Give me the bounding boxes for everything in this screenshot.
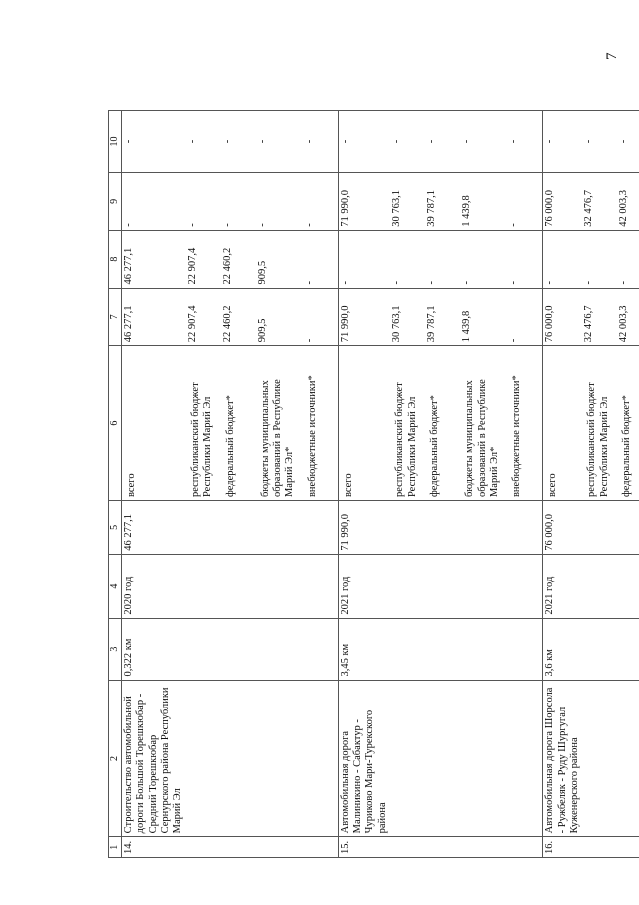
construction-period: 2021 год (338, 554, 390, 618)
funding-source: всего (121, 346, 185, 501)
road-length: 3,45 км (338, 618, 390, 680)
amount-2022: - (121, 111, 185, 173)
object-name: Строительство автомобильной дороги Большой Торешкюбар - Средний Торешкюбар Сернурского района Республики Марий Эл (121, 680, 185, 837)
amount-2020: 22 907,4 (186, 230, 221, 288)
empty-cell (507, 680, 543, 837)
empty-cell (390, 680, 425, 837)
empty-cell (221, 618, 256, 680)
empty-cell (507, 837, 543, 858)
column-header: 6 (109, 346, 122, 501)
construction-period: 2020 год (121, 554, 185, 618)
column-header: 1 (109, 837, 122, 858)
table-row (425, 111, 460, 858)
amount-2021: - (121, 173, 185, 231)
table-row (543, 111, 583, 858)
total-amount: 39 787,1 (425, 288, 460, 346)
estimated-cost: 46 277,1 (121, 501, 185, 555)
empty-cell (617, 501, 639, 555)
amount-2020: 46 277,1 (121, 230, 185, 288)
amount-2022: - (256, 111, 303, 173)
table-row (221, 111, 256, 858)
column-number-row (109, 111, 122, 858)
amount-2020: - (425, 230, 460, 288)
amount-2022: - (582, 111, 617, 173)
rotated-table-sheet (108, 110, 633, 858)
amount-2020: - (617, 230, 639, 288)
estimated-cost: 71 990,0 (338, 501, 390, 555)
empty-cell (582, 501, 617, 555)
empty-cell (582, 618, 617, 680)
total-amount: 30 763,1 (390, 288, 425, 346)
empty-cell (425, 501, 460, 555)
empty-cell (256, 618, 303, 680)
road-length: 0,322 км (121, 618, 185, 680)
empty-cell (390, 501, 425, 555)
total-amount: 46 277,1 (121, 288, 185, 346)
total-amount: 22 907,4 (186, 288, 221, 346)
empty-cell (507, 618, 543, 680)
empty-cell (186, 618, 221, 680)
empty-cell (221, 501, 256, 555)
table-row (390, 111, 425, 858)
amount-2020: 909,5 (256, 230, 303, 288)
empty-cell (617, 618, 639, 680)
funding-source: внебюджетные источники* (303, 346, 339, 501)
amount-2021: 71 990,0 (338, 173, 390, 231)
column-header: 8 (109, 230, 122, 288)
amount-2021: 76 000,0 (543, 173, 583, 231)
funding-source: всего (338, 346, 390, 501)
projects-table (108, 110, 639, 858)
table-row (186, 111, 221, 858)
page-number: 7 (604, 52, 620, 60)
amount-2021: 1 439,8 (460, 173, 507, 231)
empty-cell (425, 680, 460, 837)
amount-2022: - (460, 111, 507, 173)
amount-2022: - (617, 111, 639, 173)
column-header: 4 (109, 554, 122, 618)
empty-cell (425, 554, 460, 618)
table-row (121, 111, 185, 858)
empty-cell (507, 554, 543, 618)
road-length: 3,6 км (543, 618, 583, 680)
amount-2020: - (303, 230, 339, 288)
amount-2022: - (543, 111, 583, 173)
amount-2020: - (543, 230, 583, 288)
amount-2022: - (390, 111, 425, 173)
empty-cell (256, 554, 303, 618)
empty-cell (460, 554, 507, 618)
empty-cell (390, 837, 425, 858)
empty-cell (256, 680, 303, 837)
amount-2021: 39 787,1 (425, 173, 460, 231)
empty-cell (425, 837, 460, 858)
funding-source: республиканский бюджет Республики Марий Эл (582, 346, 617, 501)
empty-cell (186, 837, 221, 858)
row-number: 15. (338, 837, 390, 858)
empty-cell (582, 680, 617, 837)
total-amount: 42 003,3 (617, 288, 639, 346)
total-amount: 76 000,0 (543, 288, 583, 346)
column-header: 5 (109, 501, 122, 555)
amount-2020: - (582, 230, 617, 288)
funding-source: бюджеты муниципальных образований в Республике Марий Эл* (256, 346, 303, 501)
amount-2020: - (338, 230, 390, 288)
table-row (617, 111, 639, 858)
amount-2022: - (425, 111, 460, 173)
funding-source: республиканский бюджет Республики Марий Эл (390, 346, 425, 501)
amount-2022: - (338, 111, 390, 173)
estimated-cost: 76 000,0 (543, 501, 583, 555)
funding-source: внебюджетные источники* (507, 346, 543, 501)
empty-cell (186, 554, 221, 618)
column-header: 2 (109, 680, 122, 837)
empty-cell (303, 837, 339, 858)
amount-2022: - (186, 111, 221, 173)
empty-cell (390, 554, 425, 618)
empty-cell (303, 501, 339, 555)
funding-source: республиканский бюджет Республики Марий Эл (186, 346, 221, 501)
empty-cell (617, 554, 639, 618)
empty-cell (617, 680, 639, 837)
construction-period: 2021 год (543, 554, 583, 618)
empty-cell (460, 680, 507, 837)
amount-2020: - (460, 230, 507, 288)
empty-cell (256, 837, 303, 858)
object-name: Автомобильная дорога Шорсола - Ружбеляк - Руду Шургугал Куженерского района (543, 680, 583, 837)
empty-cell (617, 837, 639, 858)
table-row (460, 111, 507, 858)
table-row (582, 111, 617, 858)
empty-cell (221, 680, 256, 837)
amount-2021: - (303, 173, 339, 231)
amount-2022: - (303, 111, 339, 173)
empty-cell (507, 501, 543, 555)
funding-source: всего (543, 346, 583, 501)
empty-cell (221, 554, 256, 618)
total-amount: 22 460,2 (221, 288, 256, 346)
amount-2021: - (507, 173, 543, 231)
empty-cell (303, 554, 339, 618)
total-amount: 32 476,7 (582, 288, 617, 346)
funding-source: федеральный бюджет* (425, 346, 460, 501)
table-row (507, 111, 543, 858)
row-number: 14. (121, 837, 185, 858)
row-number: 16. (543, 837, 583, 858)
total-amount: 1 439,8 (460, 288, 507, 346)
amount-2020: - (507, 230, 543, 288)
column-header: 7 (109, 288, 122, 346)
empty-cell (303, 618, 339, 680)
table-body (121, 111, 639, 858)
funding-source: федеральный бюджет* (221, 346, 256, 501)
column-header: 9 (109, 173, 122, 231)
amount-2021: 32 476,7 (582, 173, 617, 231)
empty-cell (425, 618, 460, 680)
table-row (256, 111, 303, 858)
empty-cell (186, 680, 221, 837)
amount-2020: - (390, 230, 425, 288)
empty-cell (221, 837, 256, 858)
amount-2021: - (186, 173, 221, 231)
amount-2020: 22 460,2 (221, 230, 256, 288)
column-header: 3 (109, 618, 122, 680)
column-header: 10 (109, 111, 122, 173)
empty-cell (256, 501, 303, 555)
empty-cell (582, 554, 617, 618)
total-amount: 909,5 (256, 288, 303, 346)
amount-2022: - (221, 111, 256, 173)
empty-cell (303, 680, 339, 837)
amount-2021: - (256, 173, 303, 231)
amount-2022: - (507, 111, 543, 173)
total-amount: - (303, 288, 339, 346)
total-amount: - (507, 288, 543, 346)
total-amount: 71 990,0 (338, 288, 390, 346)
empty-cell (582, 837, 617, 858)
empty-cell (460, 501, 507, 555)
empty-cell (186, 501, 221, 555)
object-name: Автомобильная дорога Малиникино - Сабактур - Чуриково Мари-Турекского района (338, 680, 390, 837)
empty-cell (460, 837, 507, 858)
amount-2021: 30 763,1 (390, 173, 425, 231)
table-row (303, 111, 339, 858)
funding-source: бюджеты муниципальных образований в Республике Марий Эл* (460, 346, 507, 501)
table-row (338, 111, 390, 858)
empty-cell (460, 618, 507, 680)
funding-source: федеральный бюджет* (617, 346, 639, 501)
amount-2021: 42 003,3 (617, 173, 639, 231)
empty-cell (390, 618, 425, 680)
amount-2021: - (221, 173, 256, 231)
